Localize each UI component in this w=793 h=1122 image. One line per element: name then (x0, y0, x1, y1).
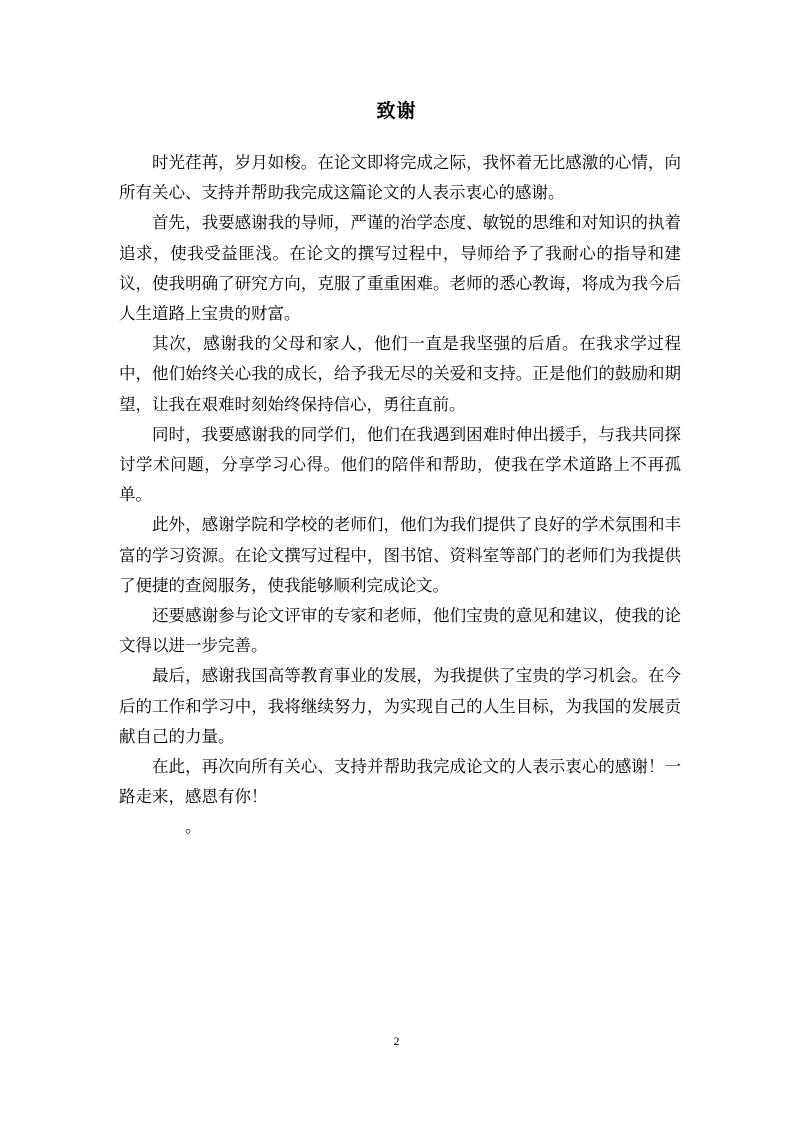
paragraph: 其次，感谢我的父母和家人，他们一直是我坚强的后盾。在我求学过程中，他们始终关心我的成长，给予我无尽的关爱和支持。正是他们的鼓励和期望，让我在艰难时刻始终保持信心，勇往直前。 (119, 334, 681, 414)
paragraph: 首先，我要感谢我的导师，严谨的治学态度、敏锐的思维和对知识的执着追求，使我受益匪浅。在论文的撰写过程中，导师给予了我耐心的指导和建议，使我明确了研究方向，克服了重重困难。老师的悉心教诲，将成为我今后人生道路上宝贵的财富。 (119, 213, 681, 324)
paragraph: 同时，我要感谢我的同学们，他们在我遇到困难时伸出援手，与我共同探讨学术问题，分享学习心得。他们的陪伴和帮助，使我在学术道路上不再孤单。 (119, 424, 681, 505)
paragraph: 此外，感谢学院和学校的老师们，他们为我们提供了良好的学术氛围和丰富的学习资源。在论文撰写过程中，图书馆、资料室等部门的老师们为我提供了便捷的查阅服务，使我能够顺利完成论文。 (119, 515, 681, 595)
page-number: 2 (393, 1034, 400, 1048)
page-title: 致谢 (376, 101, 417, 122)
document-body (119, 148, 681, 842)
paragraph: 还要感谢参与论文评审的专家和老师，他们宝贵的意见和建议，使我的论文得以进一步完善。 (119, 606, 681, 656)
paragraph: 最后，感谢我国高等教育事业的发展，为我提供了宝贵的学习机会。在今后的工作和学习中，我将继续努力，为实现自己的人生目标，为我国的发展贡献自己的力量。 (119, 666, 681, 746)
paragraph: 在此，再次向所有关心、支持并帮助我完成论文的人表示衷心的感谢！一路走来，感恩有你！ (119, 757, 681, 807)
trailing-mark: 。 (185, 817, 202, 837)
paragraph: 时光荏苒，岁月如梭。在论文即将完成之际，我怀着无比感激的心情，向所有关心、支持并帮助我完成这篇论文的人表示衷心的感谢。 (119, 153, 681, 203)
